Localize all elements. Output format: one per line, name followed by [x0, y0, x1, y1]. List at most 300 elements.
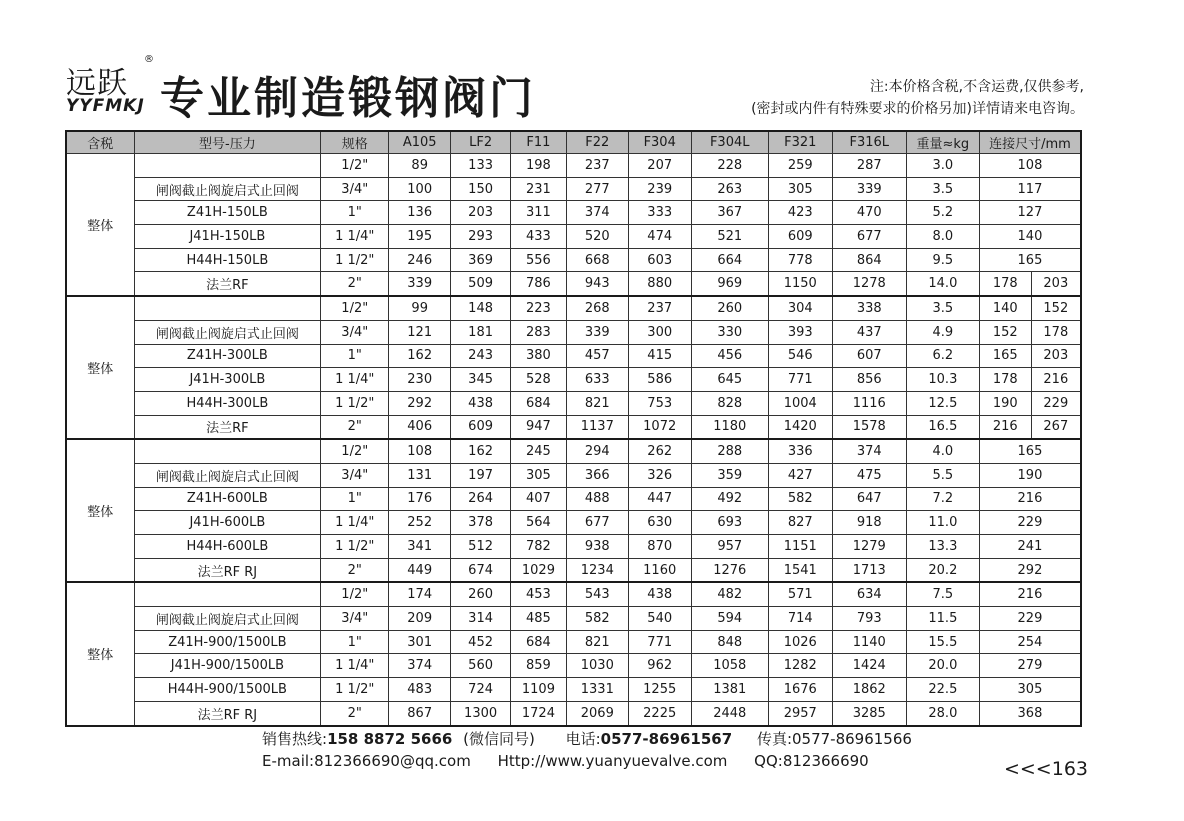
value-cell: 259: [768, 154, 832, 178]
size-cell: 1 1/2": [321, 678, 389, 702]
value-cell: 216: [979, 582, 1081, 606]
value-cell: 239: [628, 177, 691, 201]
value-cell: 165: [979, 248, 1081, 272]
value-cell: 962: [628, 654, 691, 678]
value-cell: 336: [768, 439, 832, 463]
value-cell: 546: [768, 344, 832, 368]
value-cell: 152: [1031, 296, 1081, 320]
value-cell: 859: [511, 654, 567, 678]
table-row: [66, 154, 1081, 178]
value-cell: 287: [832, 154, 906, 178]
value-cell: 1331: [566, 678, 628, 702]
value-cell: 427: [768, 463, 832, 487]
page-number: <<<163: [1003, 758, 1088, 780]
value-cell: 856: [832, 368, 906, 392]
value-cell: 181: [451, 320, 511, 344]
value-cell: 28.0: [906, 701, 979, 725]
model-cell: 闸阀截止阀旋启式止回阀: [134, 177, 321, 201]
value-cell: 292: [979, 558, 1081, 582]
model-cell: Z41H-900/1500LB: [134, 630, 321, 654]
value-cell: 1578: [832, 415, 906, 439]
size-cell: 1 1/2": [321, 248, 389, 272]
value-cell: 231: [511, 177, 567, 201]
website-link[interactable]: Http://www.yuanyuevalve.com: [497, 752, 728, 770]
value-cell: 668: [566, 248, 628, 272]
value-cell: 117: [979, 177, 1081, 201]
model-cell: J41H-150LB: [134, 225, 321, 249]
value-cell: 2225: [628, 701, 691, 725]
value-cell: 216: [979, 487, 1081, 511]
value-cell: 677: [566, 511, 628, 535]
value-cell: 447: [628, 487, 691, 511]
size-cell: 2": [321, 415, 389, 439]
brand-name-cn: 远跃: [66, 66, 128, 101]
value-cell: 209: [389, 607, 451, 631]
fax-number: 传真:0577-86961566: [756, 730, 912, 748]
table-row: [66, 272, 1081, 296]
value-cell: 957: [691, 535, 768, 559]
value-cell: 15.5: [906, 630, 979, 654]
model-cell: Z41H-600LB: [134, 487, 321, 511]
value-cell: 645: [691, 368, 768, 392]
value-cell: 150: [451, 177, 511, 201]
value-cell: 1713: [832, 558, 906, 582]
model-cell: 法兰RF RJ: [134, 701, 321, 725]
value-cell: 528: [511, 368, 567, 392]
value-cell: 821: [566, 391, 628, 415]
value-cell: 793: [832, 607, 906, 631]
table-row: [66, 248, 1081, 272]
value-cell: 714: [768, 607, 832, 631]
value-cell: 609: [451, 415, 511, 439]
model-cell: H44H-150LB: [134, 248, 321, 272]
model-cell: 法兰RF RJ: [134, 558, 321, 582]
value-cell: 664: [691, 248, 768, 272]
value-cell: 345: [451, 368, 511, 392]
value-cell: 1026: [768, 630, 832, 654]
value-cell: 279: [979, 654, 1081, 678]
value-cell: 2069: [566, 701, 628, 725]
model-cell: J41H-300LB: [134, 368, 321, 392]
table-row: [66, 225, 1081, 249]
value-cell: 228: [691, 154, 768, 178]
value-cell: 162: [451, 439, 511, 463]
value-cell: 127: [979, 201, 1081, 225]
value-cell: 880: [628, 272, 691, 296]
value-cell: 1140: [832, 630, 906, 654]
value-cell: 263: [691, 177, 768, 201]
tax-cell: 整体: [66, 439, 134, 582]
value-cell: 603: [628, 248, 691, 272]
value-cell: 828: [691, 391, 768, 415]
hotline-number: 158 8872 5666: [327, 730, 453, 748]
value-cell: 22.5: [906, 678, 979, 702]
value-cell: 867: [389, 701, 451, 725]
value-cell: 786: [511, 272, 567, 296]
value-cell: 3.5: [906, 177, 979, 201]
value-cell: 7.5: [906, 582, 979, 606]
value-cell: 136: [389, 201, 451, 225]
hotline-label: 销售热线:: [262, 730, 328, 748]
value-cell: 415: [628, 344, 691, 368]
value-cell: 778: [768, 248, 832, 272]
value-cell: 260: [691, 296, 768, 320]
value-cell: 782: [511, 535, 567, 559]
value-cell: 938: [566, 535, 628, 559]
value-cell: 5.5: [906, 463, 979, 487]
value-cell: 243: [451, 344, 511, 368]
table-row: [66, 558, 1081, 582]
value-cell: 374: [389, 654, 451, 678]
value-cell: 374: [832, 439, 906, 463]
value-cell: 1116: [832, 391, 906, 415]
value-cell: 237: [566, 154, 628, 178]
value-cell: 521: [691, 225, 768, 249]
value-cell: 162: [389, 344, 451, 368]
value-cell: 827: [768, 511, 832, 535]
value-cell: 684: [511, 630, 567, 654]
value-cell: 264: [451, 487, 511, 511]
value-cell: 14.0: [906, 272, 979, 296]
value-cell: 1278: [832, 272, 906, 296]
table-row: [66, 463, 1081, 487]
value-cell: 314: [451, 607, 511, 631]
value-cell: 11.0: [906, 511, 979, 535]
value-cell: 8.0: [906, 225, 979, 249]
brand-logo: [66, 54, 156, 118]
table-row: [66, 511, 1081, 535]
size-cell: 1/2": [321, 154, 389, 178]
table-row: [66, 368, 1081, 392]
value-cell: 283: [511, 320, 567, 344]
value-cell: 1424: [832, 654, 906, 678]
column-header: F22: [566, 131, 628, 154]
value-cell: 203: [451, 201, 511, 225]
value-cell: 100: [389, 177, 451, 201]
table-row: [66, 344, 1081, 368]
value-cell: 918: [832, 511, 906, 535]
value-cell: 5.2: [906, 201, 979, 225]
value-cell: 560: [451, 654, 511, 678]
model-cell: [134, 582, 321, 606]
value-cell: 482: [691, 582, 768, 606]
value-cell: 512: [451, 535, 511, 559]
value-cell: 198: [511, 154, 567, 178]
value-cell: 1862: [832, 678, 906, 702]
table-row: [66, 654, 1081, 678]
model-cell: Z41H-300LB: [134, 344, 321, 368]
value-cell: 1300: [451, 701, 511, 725]
value-cell: 216: [1031, 368, 1081, 392]
value-cell: 10.3: [906, 368, 979, 392]
value-cell: 293: [451, 225, 511, 249]
value-cell: 556: [511, 248, 567, 272]
value-cell: 207: [628, 154, 691, 178]
value-cell: 369: [451, 248, 511, 272]
phone-label: 电话:: [565, 730, 601, 748]
tax-cell: 整体: [66, 296, 134, 439]
value-cell: 148: [451, 296, 511, 320]
size-cell: 1": [321, 630, 389, 654]
value-cell: 693: [691, 511, 768, 535]
table-row: [66, 320, 1081, 344]
column-header: LF2: [451, 131, 511, 154]
value-cell: 438: [628, 582, 691, 606]
column-header: A105: [389, 131, 451, 154]
value-cell: 433: [511, 225, 567, 249]
value-cell: 108: [389, 439, 451, 463]
size-cell: 1 1/2": [321, 391, 389, 415]
value-cell: 947: [511, 415, 567, 439]
table-row: [66, 678, 1081, 702]
value-cell: 11.5: [906, 607, 979, 631]
size-cell: 1 1/2": [321, 535, 389, 559]
value-cell: 684: [511, 391, 567, 415]
page-title: 专业制造锻钢阀门: [160, 73, 536, 124]
value-cell: 121: [389, 320, 451, 344]
model-cell: H44H-300LB: [134, 391, 321, 415]
value-cell: 197: [451, 463, 511, 487]
value-cell: 4.0: [906, 439, 979, 463]
value-cell: 437: [832, 320, 906, 344]
value-cell: 677: [832, 225, 906, 249]
value-cell: 393: [768, 320, 832, 344]
value-cell: 724: [451, 678, 511, 702]
value-cell: 131: [389, 463, 451, 487]
value-cell: 237: [628, 296, 691, 320]
table-row: [66, 415, 1081, 439]
value-cell: 1234: [566, 558, 628, 582]
value-cell: 178: [979, 272, 1031, 296]
value-cell: 140: [979, 296, 1031, 320]
value-cell: 1180: [691, 415, 768, 439]
column-header: F11: [511, 131, 567, 154]
value-cell: 1282: [768, 654, 832, 678]
value-cell: 305: [979, 678, 1081, 702]
value-cell: 2448: [691, 701, 768, 725]
value-cell: 1541: [768, 558, 832, 582]
contact-line-2: [262, 752, 875, 770]
value-cell: 1420: [768, 415, 832, 439]
value-cell: 423: [768, 201, 832, 225]
size-cell: 3/4": [321, 177, 389, 201]
value-cell: 1676: [768, 678, 832, 702]
value-cell: 254: [979, 630, 1081, 654]
value-cell: 1058: [691, 654, 768, 678]
value-cell: 140: [979, 225, 1081, 249]
value-cell: 203: [1031, 344, 1081, 368]
value-cell: 457: [566, 344, 628, 368]
value-cell: 634: [832, 582, 906, 606]
model-cell: Z41H-150LB: [134, 201, 321, 225]
value-cell: 607: [832, 344, 906, 368]
value-cell: 305: [511, 463, 567, 487]
value-cell: 456: [691, 344, 768, 368]
size-cell: 2": [321, 701, 389, 725]
value-cell: 2957: [768, 701, 832, 725]
value-cell: 520: [566, 225, 628, 249]
value-cell: 771: [768, 368, 832, 392]
tax-cell: 整体: [66, 154, 134, 297]
size-cell: 1 1/4": [321, 654, 389, 678]
value-cell: 7.2: [906, 487, 979, 511]
model-cell: 闸阀截止阀旋启式止回阀: [134, 320, 321, 344]
brand-name-en: YYFMKJ: [66, 96, 145, 116]
value-cell: 133: [451, 154, 511, 178]
model-cell: 法兰RF: [134, 272, 321, 296]
value-cell: 326: [628, 463, 691, 487]
size-cell: 1": [321, 487, 389, 511]
value-cell: 1381: [691, 678, 768, 702]
price-note-line-2: (密封或内件有特殊要求的价格另加)详情请来电咨询。: [751, 101, 1084, 117]
value-cell: 260: [451, 582, 511, 606]
size-cell: 2": [321, 558, 389, 582]
value-cell: 4.9: [906, 320, 979, 344]
value-cell: 1160: [628, 558, 691, 582]
value-cell: 341: [389, 535, 451, 559]
value-cell: 339: [832, 177, 906, 201]
value-cell: 630: [628, 511, 691, 535]
value-cell: 190: [979, 391, 1031, 415]
size-cell: 1 1/4": [321, 225, 389, 249]
value-cell: 366: [566, 463, 628, 487]
value-cell: 301: [389, 630, 451, 654]
value-cell: 870: [628, 535, 691, 559]
model-cell: H44H-900/1500LB: [134, 678, 321, 702]
value-cell: 330: [691, 320, 768, 344]
table-row: [66, 582, 1081, 606]
value-cell: 16.5: [906, 415, 979, 439]
column-header: 含税: [66, 131, 134, 154]
value-cell: 407: [511, 487, 567, 511]
column-header: F316L: [832, 131, 906, 154]
value-cell: 540: [628, 607, 691, 631]
model-cell: [134, 296, 321, 320]
value-cell: 1150: [768, 272, 832, 296]
value-cell: 1029: [511, 558, 567, 582]
value-cell: 485: [511, 607, 567, 631]
value-cell: 1276: [691, 558, 768, 582]
value-cell: 241: [979, 535, 1081, 559]
column-header: F304: [628, 131, 691, 154]
value-cell: 13.3: [906, 535, 979, 559]
value-cell: 674: [451, 558, 511, 582]
value-cell: 633: [566, 368, 628, 392]
value-cell: 12.5: [906, 391, 979, 415]
value-cell: 475: [832, 463, 906, 487]
table-row: [66, 177, 1081, 201]
value-cell: 203: [1031, 272, 1081, 296]
size-cell: 3/4": [321, 607, 389, 631]
value-cell: 99: [389, 296, 451, 320]
table-row: [66, 701, 1081, 725]
value-cell: 6.2: [906, 344, 979, 368]
value-cell: 753: [628, 391, 691, 415]
table-row: [66, 296, 1081, 320]
value-cell: 564: [511, 511, 567, 535]
value-cell: 165: [979, 344, 1031, 368]
price-note-line-1: 注:本价格含税,不含运费,仅供参考,: [869, 79, 1084, 95]
value-cell: 406: [389, 415, 451, 439]
value-cell: 339: [566, 320, 628, 344]
column-header: 型号-压力: [134, 131, 321, 154]
value-cell: 216: [979, 415, 1031, 439]
value-cell: 374: [566, 201, 628, 225]
value-cell: 89: [389, 154, 451, 178]
value-cell: 178: [1031, 320, 1081, 344]
value-cell: 438: [451, 391, 511, 415]
value-cell: 1137: [566, 415, 628, 439]
size-cell: 1 1/4": [321, 368, 389, 392]
value-cell: 368: [979, 701, 1081, 725]
value-cell: 305: [768, 177, 832, 201]
value-cell: 3.0: [906, 154, 979, 178]
value-cell: 367: [691, 201, 768, 225]
value-cell: 359: [691, 463, 768, 487]
value-cell: 864: [832, 248, 906, 272]
value-cell: 267: [1031, 415, 1081, 439]
value-cell: 288: [691, 439, 768, 463]
value-cell: 594: [691, 607, 768, 631]
value-cell: 488: [566, 487, 628, 511]
registered-mark: ®: [144, 54, 154, 65]
table-row: [66, 487, 1081, 511]
value-cell: 20.2: [906, 558, 979, 582]
value-cell: 338: [832, 296, 906, 320]
value-cell: 452: [451, 630, 511, 654]
value-cell: 380: [511, 344, 567, 368]
size-cell: 3/4": [321, 463, 389, 487]
table-row: [66, 607, 1081, 631]
value-cell: 1072: [628, 415, 691, 439]
size-cell: 1 1/4": [321, 511, 389, 535]
price-note: [751, 76, 1084, 120]
size-cell: 1/2": [321, 582, 389, 606]
value-cell: 245: [511, 439, 567, 463]
value-cell: 647: [832, 487, 906, 511]
value-cell: 178: [979, 368, 1031, 392]
value-cell: 252: [389, 511, 451, 535]
email-address: E-mail:812366690@qq.com: [262, 752, 471, 770]
value-cell: 195: [389, 225, 451, 249]
value-cell: 230: [389, 368, 451, 392]
value-cell: 165: [979, 439, 1081, 463]
model-cell: H44H-600LB: [134, 535, 321, 559]
contact-line-1: [262, 728, 918, 749]
value-cell: 943: [566, 272, 628, 296]
value-cell: 509: [451, 272, 511, 296]
value-cell: 304: [768, 296, 832, 320]
size-cell: 1": [321, 201, 389, 225]
value-cell: 292: [389, 391, 451, 415]
size-cell: 2": [321, 272, 389, 296]
value-cell: 1279: [832, 535, 906, 559]
model-cell: J41H-600LB: [134, 511, 321, 535]
value-cell: 311: [511, 201, 567, 225]
price-table: [65, 130, 1082, 727]
value-cell: 1030: [566, 654, 628, 678]
value-cell: 492: [691, 487, 768, 511]
value-cell: 609: [768, 225, 832, 249]
table-row: [66, 439, 1081, 463]
qq-number: QQ:812366690: [754, 752, 869, 770]
model-cell: J41H-900/1500LB: [134, 654, 321, 678]
value-cell: 821: [566, 630, 628, 654]
column-header: 规格: [321, 131, 389, 154]
value-cell: 969: [691, 272, 768, 296]
model-cell: 法兰RF: [134, 415, 321, 439]
value-cell: 108: [979, 154, 1081, 178]
